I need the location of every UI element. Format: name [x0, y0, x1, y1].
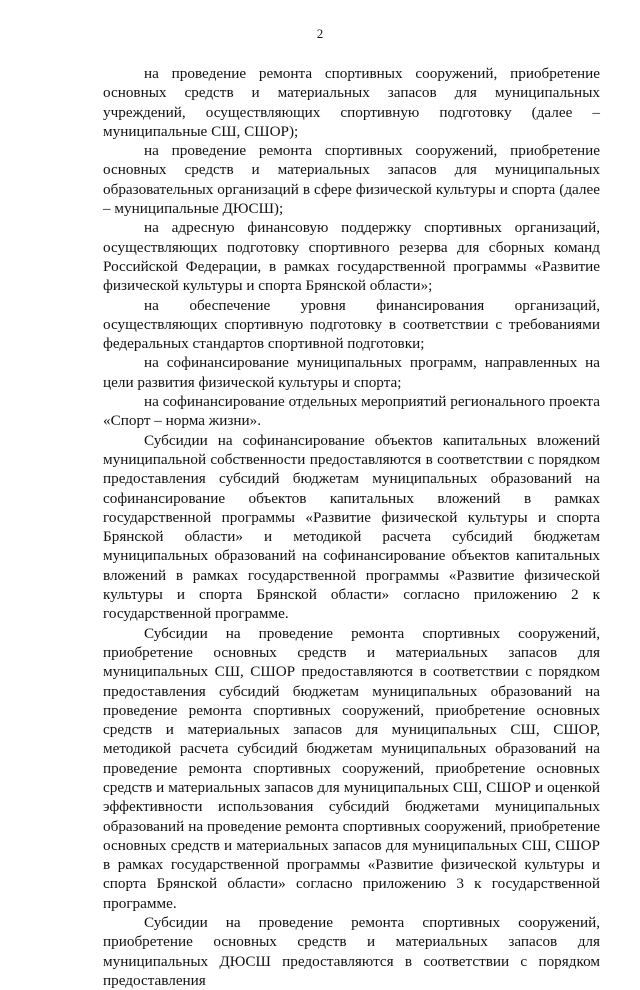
paragraph-item-2: на проведение ремонта спортивных сооружений, приобретение основных средств и материальных запасов для муниципальных образовательных организаций в сфере физической культуры и спорта (далее – муниципальные ДЮСШ); — [103, 142, 600, 218]
paragraph-item-5: на софинансирование муниципальных программ, направленных на цели развития физической культуры и спорта; — [103, 354, 600, 391]
paragraph-item-6: на софинансирование отдельных мероприятий регионального проекта «Спорт – норма жизни». — [103, 393, 600, 430]
paragraph-item-1: на проведение ремонта спортивных сооружений, приобретение основных средств и материальных запасов для муниципальных учреждений, осуществляющих спортивную подготовку (далее – муниципальные СШ, СШОР); — [103, 65, 600, 140]
paragraph-repair-dyussh: Субсидии на проведение ремонта спортивных сооружений, приобретение основных средств и материальных запасов для муниципальных ДЮСШ предоставляются в соответствии с порядком предоставления — [103, 914, 600, 989]
paragraph-repair-ssh-sshor: Субсидии на проведение ремонта спортивных сооружений, приобретение основных средств и материальных запасов для муниципальных СШ, СШОР предоставляются в соответствии с порядком предоставления субсидий бюджетам муниципальных образований на проведение ремонта спортивных сооружений, приобретение основных средств и материальных запасов для муниципальных СШ, СШОР, методикой расчета субсидий бюджетам муниципальных образований на проведение ремонта спортивных сооружений, приобретение основных средств и материальных запасов для муниципальных СШ, СШОР и оценкой эффективности использования субсидий бюджетами муниципальных образований на проведение ремонта спортивных сооружений, приобретение основных средств и материальных запасов для муниципальных СШ, СШОР в рамках государственной программы «Развитие физической культуры и спорта Брянской области» согласно приложению 3 к государственной программе. — [103, 624, 600, 912]
paragraph-item-4: на обеспечение уровня финансирования организаций, осуществляющих спортивную подготовку в соответствии с требованиями федеральных стандартов спортивной подготовки; — [103, 296, 600, 353]
document-body — [103, 64, 600, 990]
paragraph-capital-investments: Субсидии на софинансирование объектов капитальных вложений муниципальной собственности предоставляются в соответствии с порядком предоставления субсидий бюджетам муниципальных образований на софинансирование объектов капитальных вложений в рамках государственной программы «Развитие физической культуры и спорта Брянской области» и методикой расчета субсидий бюджетам муниципальных образований на софинансирование объектов капитальных вложений в рамках государственной программы «Развитие физической культуры и спорта Брянской области» согласно приложению 2 к государственной программе. — [103, 431, 600, 623]
page-number: 2 — [316, 26, 324, 41]
paragraph-item-3: на адресную финансовую поддержку спортивных организаций, осуществляющих подготовку спортивного резерва для сборных команд Российской Федерации, в рамках государственной программы «Развитие физической культуры и спорта Брянской области»; — [103, 219, 600, 295]
